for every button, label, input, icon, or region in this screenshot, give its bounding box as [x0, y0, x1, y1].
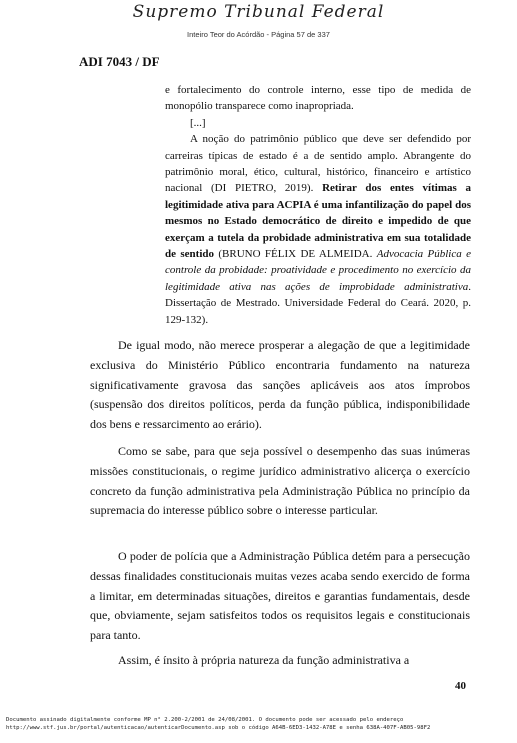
footer-line-1: Documento assinado digitalmente conforme MP n° 2.200-2/2001 de 24/08/2001. O documento pode ser acessado pelo endereço	[6, 717, 404, 723]
quote-ellipsis: [...]	[190, 116, 206, 129]
quote-text-b: (BRUNO FÉLIX DE ALMEIDA.	[214, 248, 377, 261]
court-title: Supremo Tribunal Federal	[132, 2, 385, 22]
page-info: Inteiro Teor do Acórdão - Página 57 de 337	[187, 30, 330, 39]
signature-footer	[6, 716, 514, 732]
body-paragraph-4: Assim, é ínsito à própria natureza da função administrativa a	[118, 653, 410, 667]
page-number: 40	[455, 680, 466, 692]
footer-line-2[interactable]: http://www.stf.jus.br/portal/autenticacao/autenticarDocumento.asp sob o código A64B-6ED3-1432-A78E e senha 638A-407F-AB05-98F2	[6, 725, 431, 732]
case-id: ADI 7043 / DF	[79, 54, 160, 69]
quote-paragraph-1: e fortalecimento do controle interno, esse tipo de medida de monopólio transparece como inapropriada.	[165, 84, 471, 113]
body-paragraph-2: Como se sabe, para que seja possível o desempenho das suas inúmeras missões constitucionais, o regime jurídico administrativo alicerça o exercício concreto da função administrativa pela Administração Pública no princípio da supremacia do interesse público sobre o interesse particular.	[90, 444, 470, 518]
body-paragraph-3: O poder de polícia que a Administração Pública detém para a persecução dessas finalidades constitucionais muitas vezes acaba sendo exercido de forma a limitar, em determinadas situações, direitos e garantias fundamentais, desde que, obviamente, sejam satisfeitos todos os requisitos legais e constitucionais para tanto.	[90, 549, 470, 643]
quote-italic-title: Advocacia Pública e controle da probidade: proatividade e procedimento no exercício da legitimidade ativa nas ações de improbidade administrativa	[165, 248, 471, 293]
quote-text-c: . Dissertação de Mestrado. Universidade Federal do Ceará. 2020, p. 129-132).	[165, 280, 471, 326]
quote-bold-text: Retirar dos entes vítimas a legitimidade ativa para ACPIA é uma infantilização do papel dos mesmos no Estado democrático de direito e impedido de que exerçam a tutela da probidade administrativa em sua totalidade de sentido	[165, 182, 471, 261]
body-paragraph-1: De igual modo, não merece prosperar a alegação de que a legitimidade exclusiva do Ministério Público encontraria fundamento na natureza significativamente gravosa das sanções aplicáveis aos atos ímprobos (suspensão dos direitos políticos, perda da função pública, indisponibilidade dos bens e ressarcimento ao erário).	[90, 338, 470, 432]
quote-paragraph-2	[165, 131, 471, 328]
quote-text-a: A noção do patrimônio público que deve ser defendido por carreiras típicas de estado é a de sentido amplo. Abrangente do patrimônio moral, ético, cultural, histórico, financeiro e artístico nacional (DI PIETRO, 2019).	[165, 133, 471, 195]
block-quote	[165, 82, 471, 328]
